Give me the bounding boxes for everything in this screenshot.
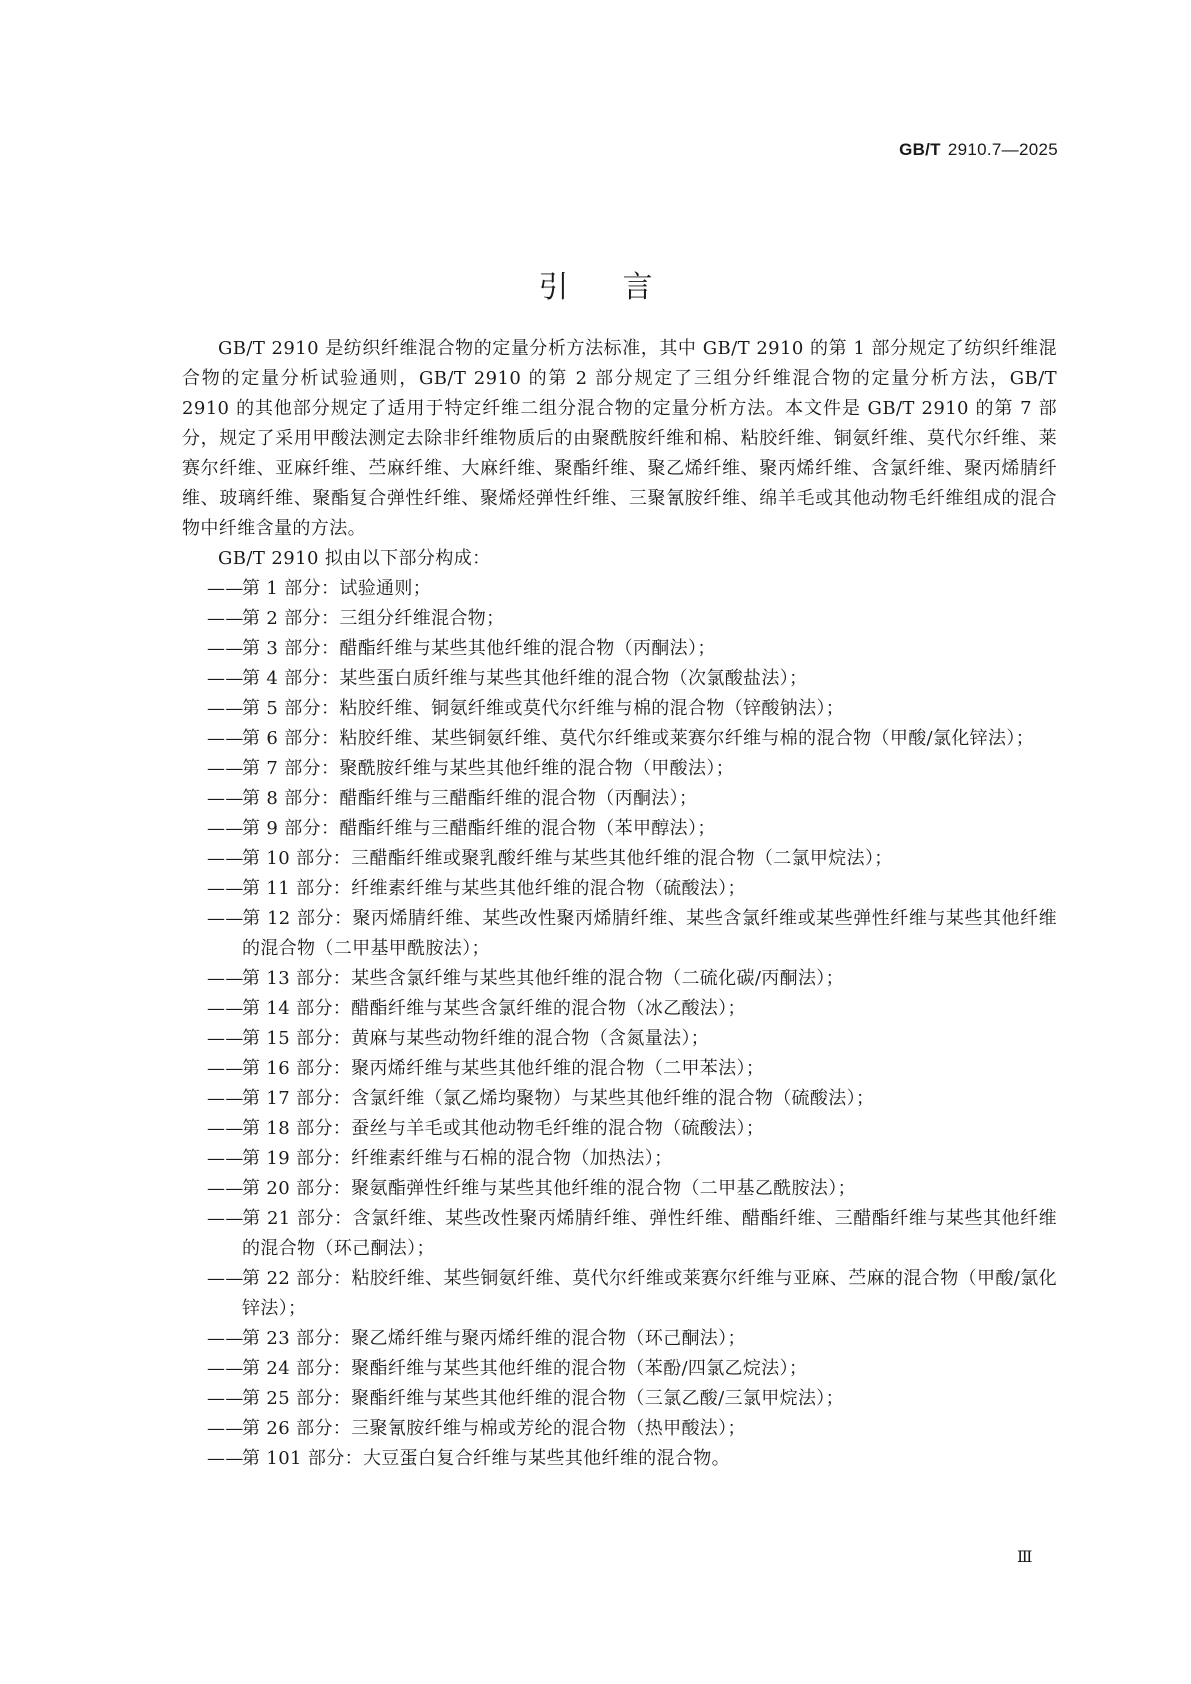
list-item-text: 第 16 部分：聚丙烯纤维与某些其他纤维的混合物（二甲苯法）； [242,1058,765,1079]
list-item [182,1144,1057,1174]
list-dash: —— [207,848,244,869]
list-item [182,814,1057,844]
list-item [182,784,1057,814]
list-item [182,1024,1057,1054]
list-item-text: 第 4 部分：某些蛋白质纤维与某些其他纤维的混合物（次氯酸盐法）； [242,668,808,689]
list-dash: —— [207,638,244,659]
list-dash: —— [207,1328,244,1349]
page-number: Ⅲ [1017,1547,1033,1566]
list-dash: —— [207,728,244,749]
list-dash: —— [207,668,244,689]
list-dash: —— [207,1088,244,1109]
list-item-text: 第 8 部分：醋酯纤维与三醋酯纤维的混合物（丙酮法）； [242,788,698,809]
list-dash: —— [207,998,244,1019]
list-item-text: 第 15 部分：黄麻与某些动物纤维的混合物（含氮量法）； [242,1028,710,1049]
list-dash: —— [207,1058,244,1079]
list-item-text: 第 7 部分：聚酰胺纤维与某些其他纤维的混合物（甲酸法）； [242,758,735,779]
list-item [182,754,1057,784]
list-dash: —— [207,608,244,629]
standard-code [899,140,1058,160]
standard-prefix: GB/T [899,140,941,159]
page-title: 引言 [538,270,707,306]
list-dash: —— [207,878,244,899]
list-dash: —— [207,1208,244,1229]
list-item [182,1354,1057,1384]
list-dash: —— [207,1358,244,1379]
list-item [182,964,1057,994]
list-item [182,1414,1057,1444]
list-dash: —— [207,788,244,809]
list-dash: —— [207,1268,244,1289]
list-item-text: 第 19 部分：纤维素纤维与石棉的混合物（加热法）； [242,1148,673,1169]
parts-list [182,574,1057,1474]
list-item [182,1114,1057,1144]
list-item [182,664,1057,694]
list-item-text: 第 26 部分：三聚氰胺纤维与棉或芳纶的混合物（热甲酸法）； [242,1418,746,1439]
list-item-text: 第 2 部分：三组分纤维混合物； [242,608,505,629]
list-intro: GB/T 2910 拟由以下部分构成： [218,548,491,569]
list-item [182,994,1057,1024]
list-item [182,574,1057,604]
list-item [182,1384,1057,1414]
list-item-text: 第 9 部分：醋酯纤维与三醋酯纤维的混合物（苯甲醇法）； [242,818,716,839]
list-item-text: 第 6 部分：粘胶纤维、某些铜氨纤维、莫代尔纤维或莱赛尔纤维与棉的混合物（甲酸/氯化锌法）； [242,728,1035,749]
list-item-text: 第 3 部分：醋酯纤维与某些其他纤维的混合物（丙酮法）； [242,638,716,659]
list-dash: —— [207,968,244,989]
list-item [182,844,1057,874]
intro-paragraph: GB/T 2910 是纺织纤维混合物的定量分析方法标准，其中 GB/T 2910 的第 1 部分规定了纺织纤维混合物的定量分析试验通则，GB/T 2910 的第 2 部分规定了三组分纤维混合物的定量分析方法，GB/T 2910 的其他部分规定了适用于特定纤维二组分混合物的定量分析方法。本文件是 GB/T 2910 的第 7 部分，规定了采用甲酸法测定去除非纤维物质后的由聚酰胺纤维和棉、粘胶纤维、铜氨纤维、莫代尔纤维、莱赛尔纤维、亚麻纤维、苎麻纤维、大麻纤维、聚酯纤维、聚乙烯纤维、聚丙烯纤维、含氯纤维、聚丙烯腈纤维、玻璃纤维、聚酯复合弹性纤维、聚烯烃弹性纤维、三聚氰胺纤维、绵羊毛或其他动物毛纤维组成的混合物中纤维含量的方法。 [182,338,1057,539]
list-item [182,694,1057,724]
list-item-text: 第 11 部分：纤维素纤维与某些其他纤维的混合物（硫酸法）； [242,878,746,899]
list-dash: —— [207,1028,244,1049]
list-item [182,724,1057,754]
list-dash: —— [207,578,244,599]
list-dash: —— [207,1148,244,1169]
list-item [182,634,1057,664]
list-dash: —— [207,1388,244,1409]
list-item [182,1174,1057,1204]
list-item-text: 第 23 部分：聚乙烯纤维与聚丙烯纤维的混合物（环己酮法）； [242,1328,746,1349]
list-item-text: 第 5 部分：粘胶纤维、铜氨纤维或莫代尔纤维与棉的混合物（锌酸钠法）； [242,698,845,719]
list-item [182,1084,1057,1114]
list-dash: —— [207,1418,244,1439]
list-item-text: 第 25 部分：聚酯纤维与某些其他纤维的混合物（三氯乙酸/三氯甲烷法）； [242,1388,845,1409]
standard-number: 2910.7—2025 [947,140,1058,159]
list-dash: —— [207,1178,244,1199]
list-dash: —— [207,908,244,929]
list-dash: —— [207,698,244,719]
list-item-text: 第 13 部分：某些含氯纤维与某些其他纤维的混合物（二硫化碳/丙酮法）； [242,968,845,989]
list-item [182,874,1057,904]
list-item [182,904,1057,964]
list-item-text: 第 101 部分：大豆蛋白复合纤维与某些其他纤维的混合物。 [242,1448,730,1469]
list-dash: —— [207,818,244,839]
list-item [182,1324,1057,1354]
list-item [182,1444,1057,1474]
list-item-text: 第 14 部分：醋酯纤维与某些含氯纤维的混合物（冰乙酸法）； [242,998,746,1019]
list-item-text: 第 20 部分：聚氨酯弹性纤维与某些其他纤维的混合物（二甲基乙酰胺法）； [242,1178,856,1199]
list-item-text: 第 18 部分：蚕丝与羊毛或其他动物毛纤维的混合物（硫酸法）； [242,1118,765,1139]
list-dash: —— [207,1448,244,1469]
list-item [182,1204,1057,1264]
list-item-text: 第 17 部分：含氯纤维（氯乙烯均聚物）与某些其他纤维的混合物（硫酸法）； [242,1088,875,1109]
list-item-text: 第 12 部分：聚丙烯腈纤维、某些改性聚丙烯腈纤维、某些含氯纤维或某些弹性纤维与某些其他纤维的混合物（二甲基甲酰胺法）； [242,908,1057,959]
list-dash: —— [207,1118,244,1139]
list-item-text: 第 22 部分：粘胶纤维、某些铜氨纤维、莫代尔纤维或莱赛尔纤维与亚麻、苎麻的混合物（甲酸/氯化锌法）； [242,1268,1057,1319]
list-item-text: 第 24 部分：聚酯纤维与某些其他纤维的混合物（苯酚/四氯乙烷法）； [242,1358,808,1379]
list-item [182,604,1057,634]
list-item-text: 第 10 部分：三醋酯纤维或聚乳酸纤维与某些其他纤维的混合物（二氯甲烷法）； [242,848,893,869]
list-item [182,1054,1057,1084]
list-item-text: 第 21 部分：含氯纤维、某些改性聚丙烯腈纤维、弹性纤维、醋酯纤维、三醋酯纤维与某些其他纤维的混合物（环己酮法）； [242,1208,1057,1259]
list-dash: —— [207,758,244,779]
document-body [182,334,1057,1474]
list-item [182,1264,1057,1324]
list-item-text: 第 1 部分：试验通则； [242,578,432,599]
